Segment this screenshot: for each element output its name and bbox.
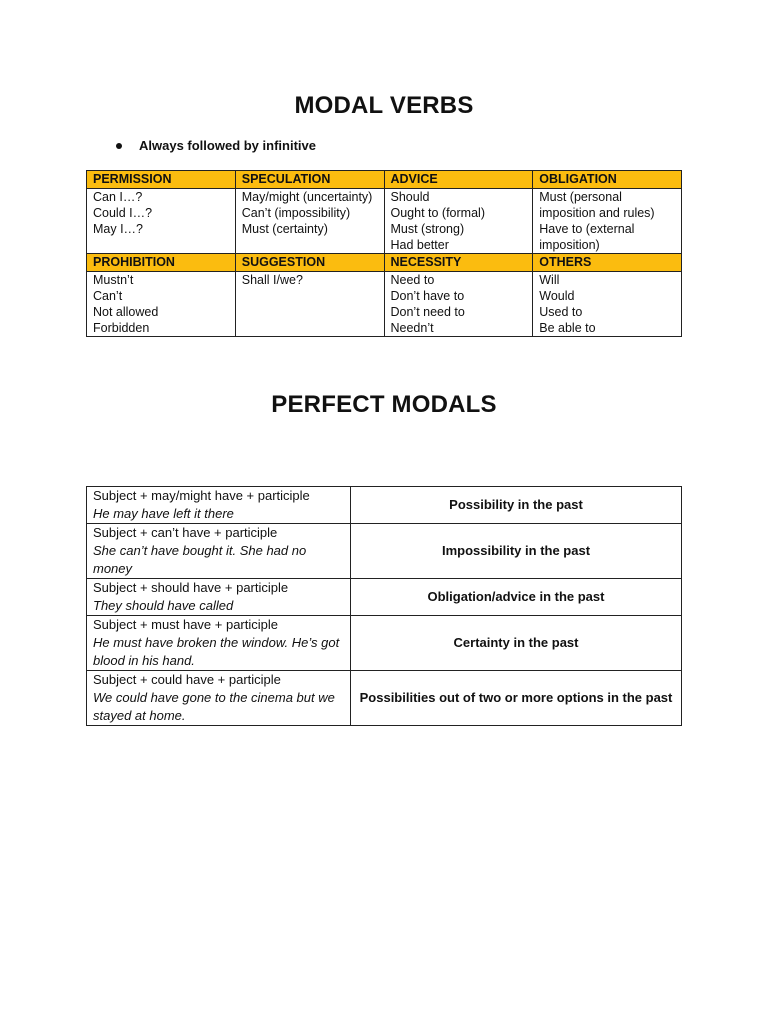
cell-line: Must (certainty) [241,222,328,236]
structure-cell [87,616,351,671]
structure-cell [87,671,351,726]
structure-cell [87,487,351,524]
table-row [87,671,682,726]
cell-line: imposition and rules) [539,206,655,220]
table-row [87,616,682,671]
cell-line: Used to [539,305,583,319]
modal-header-row-2 [87,254,682,272]
structure-text: Subject + can’t have + participle [93,525,278,540]
cell-line: Ought to (formal) [390,206,485,220]
header-cell: OBLIGATION [533,171,682,189]
body-cell [533,272,682,337]
modal-header-row-1 [87,171,682,189]
bullet-dot-icon [116,143,122,149]
modal-verbs-table [86,170,682,337]
body-cell [87,189,236,254]
structure-cell [87,579,351,616]
cell-line: Forbidden [93,321,150,335]
body-cell [235,189,384,254]
meaning-cell: Possibilities out of two or more options in the past [351,671,682,726]
modal-body-row-2 [87,272,682,337]
header-cell: ADVICE [384,171,533,189]
bullet-text: Always followed by infinitive [139,138,316,153]
modal-body-row-1 [87,189,682,254]
cell-line: Could I…? [93,206,153,220]
bullet-item [116,138,316,153]
header-cell: SPECULATION [235,171,384,189]
cell-line: Must (personal [539,190,622,204]
header-cell: NECESSITY [384,254,533,272]
header-cell: SUGGESTION [235,254,384,272]
cell-line: Don’t have to [390,289,465,303]
body-cell [533,189,682,254]
cell-line: Would [539,289,575,303]
structure-cell [87,524,351,579]
cell-line: Must (strong) [390,222,465,236]
cell-line: Don’t need to [390,305,465,319]
cell-line: Mustn’t [93,273,134,287]
cell-line: imposition) [539,238,600,252]
cell-line: Needn’t [390,321,434,335]
example-text: They should have called [93,598,234,613]
meaning-cell: Obligation/advice in the past [351,579,682,616]
cell-line: Can I…? [93,190,143,204]
example-text: He must have broken the window. He’s got blood in his hand. [93,635,340,668]
cell-line: Have to (external [539,222,635,236]
body-cell [384,189,533,254]
body-cell [235,272,384,337]
meaning-cell: Impossibility in the past [351,524,682,579]
table-row [87,524,682,579]
cell-line: Shall I/we? [241,273,303,287]
example-text: He may have left it there [93,506,234,521]
cell-line: Should [390,190,430,204]
header-cell: OTHERS [533,254,682,272]
cell-line: Can’t (impossibility) [241,206,351,220]
cell-line: Not allowed [93,305,159,319]
header-cell: PERMISSION [87,171,236,189]
structure-text: Subject + could have + participle [93,672,281,687]
structure-text: Subject + may/might have + participle [93,488,310,503]
example-text: We could have gone to the cinema but we stayed at home. [93,690,335,723]
cell-line: Be able to [539,321,596,335]
cell-line: Will [539,273,560,287]
table-row [87,487,682,524]
table-row [87,579,682,616]
structure-text: Subject + should have + participle [93,580,289,595]
body-cell [384,272,533,337]
cell-line: Can’t [93,289,123,303]
perfect-modals-table [86,486,682,726]
cell-line: May/might (uncertainty) [241,190,373,204]
perfect-modals-title: PERFECT MODALS [271,391,497,418]
cell-line: Need to [390,273,435,287]
body-cell [87,272,236,337]
meaning-cell: Possibility in the past [351,487,682,524]
cell-line: May I…? [93,222,144,236]
structure-text: Subject + must have + participle [93,617,278,632]
example-text: She can’t have bought it. She had no money [93,543,307,576]
cell-line: Had better [390,238,449,252]
header-cell: PROHIBITION [87,254,236,272]
modal-verbs-title: MODAL VERBS [294,92,474,119]
meaning-cell: Certainty in the past [351,616,682,671]
